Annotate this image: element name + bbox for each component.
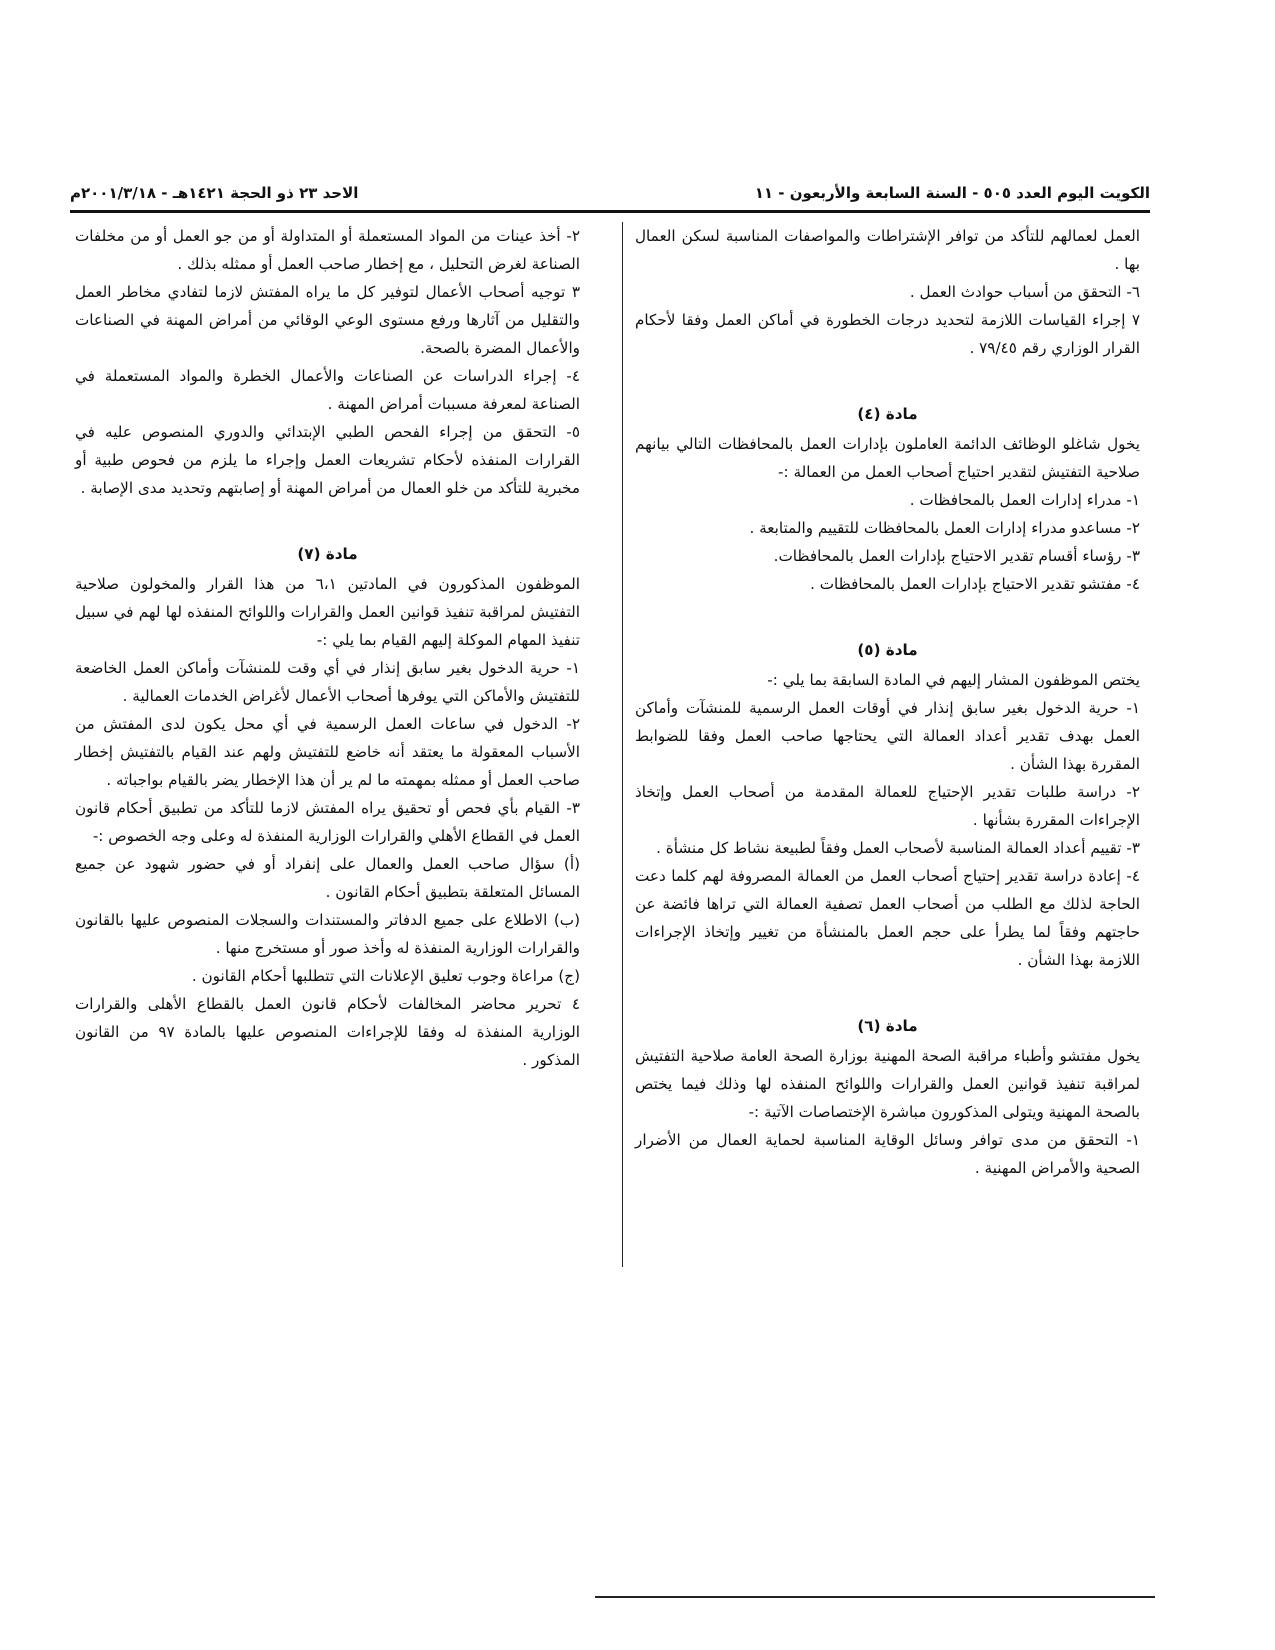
- footer-rule: [595, 1596, 1155, 1598]
- page-header: [70, 180, 1150, 206]
- list-item: ٤- إجراء الدراسات عن الصناعات والأعمال الخطرة والمواد المستعملة في الصناعة لمعرفة مسببات أمراض المهنة .: [75, 367, 580, 413]
- list-item: ٣ توجيه أصحاب الأعمال لتوفير كل ما يراه المفتش لازما لتفادي مخاطر العمل والتقليل من آثارها ورفع مستوى الوعي الوقائي من أمراض المهنة في الصناعات والأعمال المضرة بالصحة.: [75, 283, 580, 357]
- header-issue: الكويت اليوم العدد ٥٠٥ - السنة السابعة والأربعون - ١١: [754, 184, 1150, 202]
- paragraph: الموظفون المذكورون في المادتين ٦،١ من هذا القرار والمخولون صلاحية التفتيش لمراقبة تنفيذ قوانين العمل والقرارات واللوائح المنفذه لها لهم في سبيل تنفيذ المهام الموكلة إليهم القيام بما يلي :-: [75, 575, 580, 649]
- list-item: ٥- التحقق من إجراء الفحص الطبي الإبتدائي والدوري المنصوص عليه في القرارات المنفذه لأحكام تشريعات العمل وإجراء ما يلزم من فحوص طبية أو مخبرية للتأكد من خلو العمال من أمراض المهنة أو إصابتهم وتحديد مدى الإصابة .: [75, 423, 580, 497]
- article-heading: مادة (٧): [297, 545, 358, 563]
- list-item: ٤ تحرير محاضر المخالفات لأحكام قانون العمل بالقطاع الأهلى والقرارات الوزارية المنفذة له وفقا للإجراءات المنصوص عليها بالمادة ٩٧ من القانون المذكور .: [75, 995, 580, 1069]
- article-heading: مادة (٥): [857, 641, 918, 659]
- header-date: الاحد ٢٣ ذو الحجة ١٤٢١هـ - ٢٠٠١/٣/١٨م: [70, 184, 359, 202]
- column-divider: [622, 222, 623, 1267]
- list-item: ٢- أخذ عينات من المواد المستعملة أو المتداولة أو من جو العمل أو من مخلفات الصناعة لغرض التحليل ، مع إخطار صاحب العمل أو ممثله بذلك .: [75, 227, 580, 273]
- list-item: ٣- تقييم أعداد العمالة المناسبة لأصحاب العمل وفقاً لطبيعة نشاط كل منشأة .: [656, 839, 1140, 857]
- list-item: (ج) مراعاة وجوب تعليق الإعلانات التي تتطلبها أحكام القانون .: [191, 967, 580, 985]
- list-item: ٢- دراسة طلبات تقدير الإحتياج للعمالة المقدمة من أصحاب العمل وإتخاذ الإجراءات المقررة بشأنها .: [635, 783, 1140, 829]
- list-item: ٢- الدخول في ساعات العمل الرسمية في أي محل يكون لدى المفتش من الأسباب المعقولة ما يعتقد أنه خاضع للتفتيش ولهم عند القيام بالتفتيش إخطار صاحب العمل أو ممثله بمهمته ما لم ير أن هذا الإخطار يضر بالقيام بواجباته .: [75, 715, 580, 789]
- list-item: ١- حرية الدخول بغير سابق إنذار في أوقات العمل الرسمية للمنشآت وأماكن العمل بهدف تقدير أعداد العمالة التي يحتاجها صاحب العمل وفقا للضوابط المقررة بهذا الشأن .: [635, 699, 1140, 773]
- list-item: ٣- القيام بأي فحص أو تحقيق يراه المفتش لازما للتأكد من تطبيق أحكام قانون العمل في القطاع الأهلي والقرارات الوزارية المنفذة له وعلى وجه الخصوص :-: [75, 799, 580, 845]
- list-item: (ب) الاطلاع على جميع الدفاتر والمستندات والسجلات المنصوص عليها بالقانون والقرارات الوزارية المنفذة له وأخذ صور أو مستخرج منها .: [75, 911, 580, 957]
- paragraph: يخول مفتشو وأطباء مراقبة الصحة المهنية بوزارة الصحة العامة صلاحية التفتيش لمراقبة تنفيذ قوانين العمل والقرارات واللوائح المنفذه لها وذلك فيما يختص بالصحة المهنية ويتولى المذكورون مباشرة الإختصاصات الآتية :-: [635, 1047, 1140, 1121]
- left-column: [75, 222, 580, 1074]
- list-item: ٦- التحقق من أسباب حوادث العمل .: [909, 283, 1140, 301]
- list-item: ١- حرية الدخول بغير سابق إنذار في أي وقت للمنشآت وأماكن العمل الخاضعة للتفتيش والأماكن التي يوفرها أصحاب الأعمال لأغراض الخدمات العمالية .: [75, 659, 580, 705]
- list-item: ١- التحقق من مدى توافر وسائل الوقاية المناسبة لحماية العمال من الأضرار الصحية والأمراض المهنية .: [635, 1131, 1140, 1177]
- paragraph: العمل لعمالهم للتأكد من توافر الإشتراطات والمواصفات المناسبة لسكن العمال بها .: [635, 227, 1140, 273]
- list-item: ٧ إجراء القياسات اللازمة لتحديد درجات الخطورة في أماكن العمل وفقا لأحكام القرار الوزاري رقم ٧٩/٤٥ .: [635, 311, 1140, 357]
- list-item: (أ) سؤال صاحب العمل والعمال على إنفراد أو في حضور شهود عن جميع المسائل المتعلقة بتطبيق أحكام القانون .: [75, 855, 580, 901]
- list-item: ٣- رؤساء أقسام تقدير الاحتياج بإدارات العمل بالمحافظات.: [773, 547, 1140, 565]
- article-heading: مادة (٦): [857, 1017, 918, 1035]
- header-rule: [70, 210, 1150, 213]
- right-column: [635, 222, 1140, 1182]
- article-heading: مادة (٤): [857, 405, 918, 423]
- list-item: ٢- مساعدو مدراء إدارات العمل بالمحافظات للتقييم والمتابعة .: [749, 519, 1140, 537]
- list-item: ١- مدراء إدارات العمل بالمحافظات .: [909, 491, 1140, 509]
- list-item: ٤- إعادة دراسة تقدير إحتياج أصحاب العمل من العمالة المصروفة لهم كلما دعت الحاجة لذلك مع الطلب من أصحاب العمل تصفية العمالة التي تراها فائضة عن حاجتهم وفقاً لما يطرأ على حجم العمل بالمنشأة من تغيير وإتخاذ الإجراءات اللازمة بهذا الشأن .: [635, 867, 1140, 969]
- list-item: ٤- مفتشو تقدير الاحتياج بإدارات العمل بالمحافظات .: [810, 575, 1140, 593]
- paragraph: يخول شاغلو الوظائف الدائمة العاملون بإدارات العمل بالمحافظات التالي بيانهم صلاحية التفتيش لتقدير احتياج أصحاب العمل من العمالة :-: [635, 435, 1140, 481]
- paragraph: يختص الموظفون المشار إليهم في المادة السابقة بما يلي :-: [767, 671, 1140, 689]
